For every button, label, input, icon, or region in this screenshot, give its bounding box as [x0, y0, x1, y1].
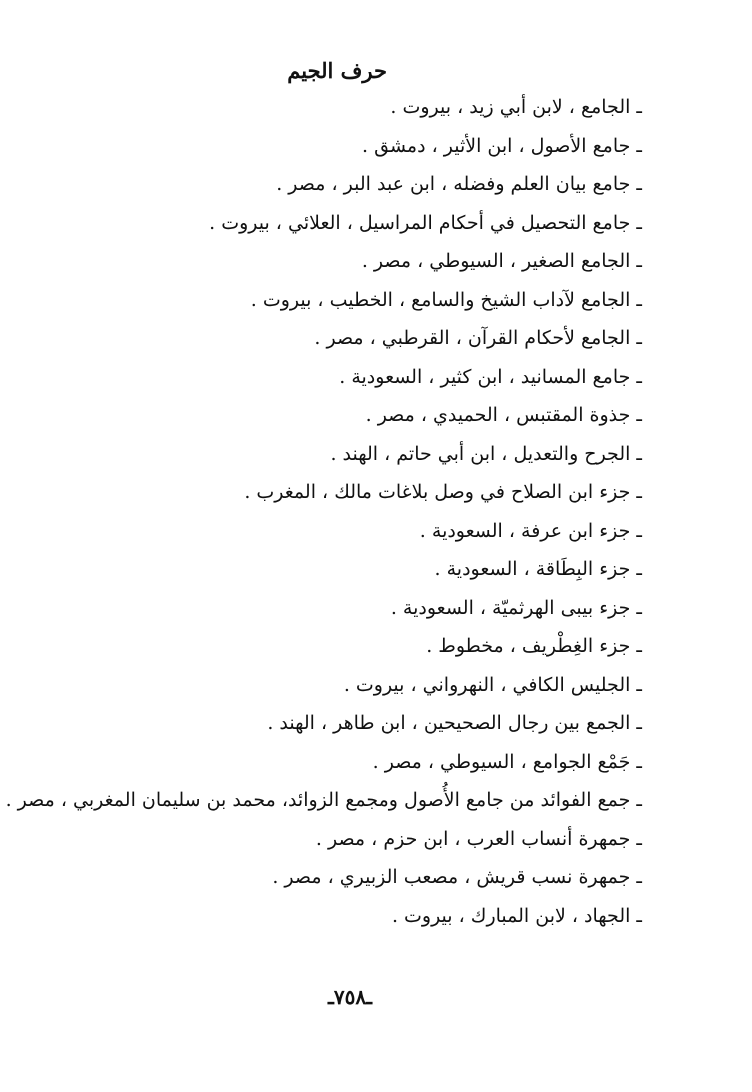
bibliography-entry: ـ الجليس الكافي ، النهرواني ، بيروت .: [343, 673, 642, 696]
bibliography-entry: ـ الجامع لأحكام القرآن ، القرطبي ، مصر .: [314, 327, 642, 349]
bibliography-entry: ـ الجمع بين رجال الصحيحين ، ابن طاهر ، الهند .: [267, 712, 642, 734]
bibliography-entry: ـ جمهرة نسب قريش ، مصعب الزبيري ، مصر .: [272, 866, 642, 888]
bibliography-entry: ـ جزء البِطَاقة ، السعودية .: [434, 558, 642, 580]
bibliography-entry: ـ جامع المسانيد ، ابن كثير ، السعودية .: [339, 365, 642, 388]
bibliography-entry: ـ جامع بيان العلم وفضله ، ابن عبد البر ، مصر .: [276, 173, 642, 195]
bibliography-entry: ـ جمع الفوائد من جامع الأُصول ومجمع الزوائد، محمد بن سليمان المغربي ، مصر .: [5, 789, 642, 811]
bibliography-list: [2, 88, 642, 935]
bibliography-entry: ـ جَمْع الجوامع ، السيوطي ، مصر .: [372, 750, 642, 773]
bibliography-entry: ـ الجرح والتعديل ، ابن أبي حاتم ، الهند .: [330, 442, 642, 465]
bibliography-entry: ـ جزء ابن الصلاح في وصل بلاغات مالك ، المغرب .: [244, 481, 642, 503]
bibliography-entry: ـ جذوة المقتبس ، الحميدي ، مصر .: [365, 404, 642, 426]
bibliography-entry: ـ الجهاد ، لابن المبارك ، بيروت .: [391, 904, 642, 927]
bibliography-entry: ـ جامع التحصيل في أحكام المراسيل ، العلائي ، بيروت .: [209, 211, 642, 234]
bibliography-entry: ـ جزء ابن عرفة ، السعودية .: [419, 519, 642, 542]
bibliography-entry: ـ جامع الأصول ، ابن الأثير ، دمشق .: [362, 134, 642, 157]
page-number: ـ٧٥٨ـ: [328, 985, 372, 1009]
section-heading: حرف الجيم: [287, 58, 387, 83]
bibliography-entry: ـ جزء بيبى الهرثميّة ، السعودية .: [390, 596, 642, 619]
bibliography-entry: ـ الجامع ، لابن أبي زيد ، بيروت .: [390, 96, 642, 118]
bibliography-entry: ـ جمهرة أنساب العرب ، ابن حزم ، مصر .: [315, 827, 642, 850]
bibliography-entry: ـ الجامع لآداب الشيخ والسامع ، الخطيب ، بيروت .: [250, 288, 642, 311]
bibliography-entry: ـ جزء الغِطْريف ، مخطوط .: [426, 635, 642, 657]
bibliography-entry: ـ الجامع الصغير ، السيوطي ، مصر .: [361, 250, 642, 272]
